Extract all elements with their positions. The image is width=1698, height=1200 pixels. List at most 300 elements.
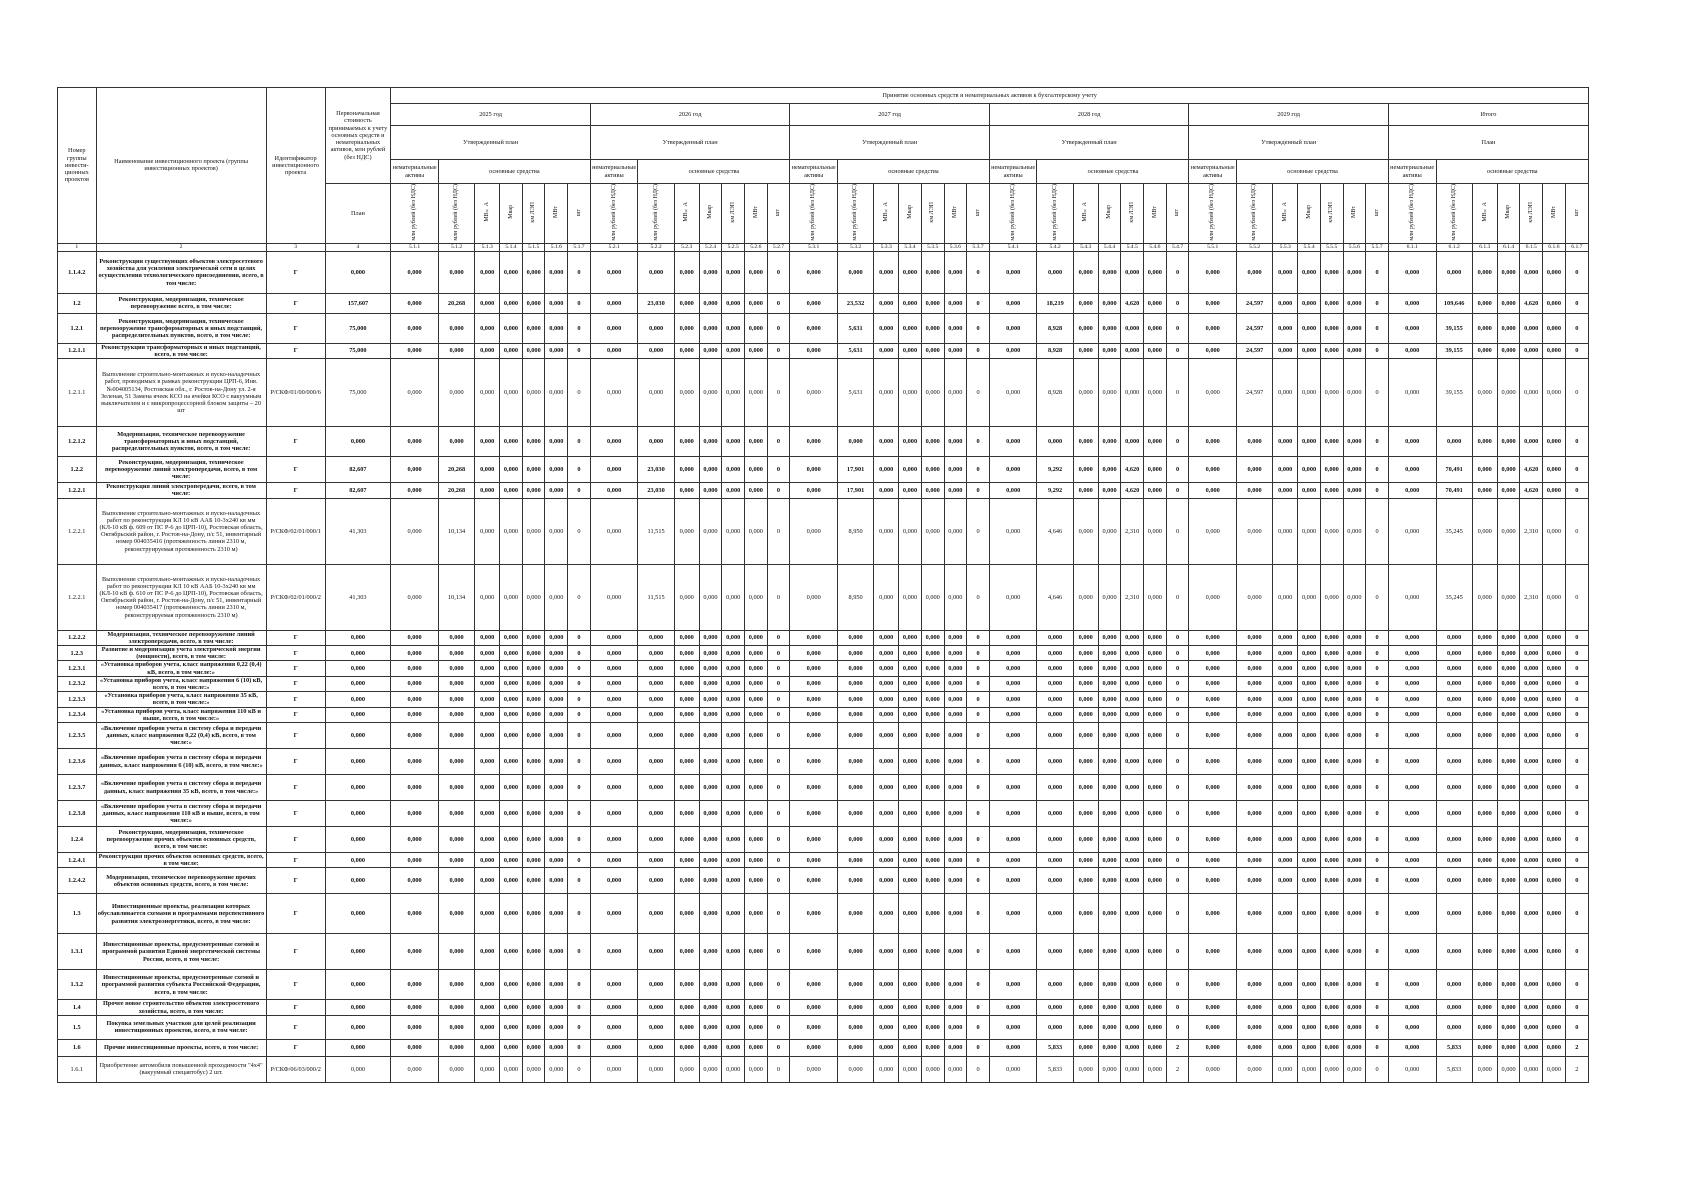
row-value-cell: 0,000 bbox=[391, 853, 439, 868]
row-value-cell: 0,000 bbox=[500, 251, 523, 293]
row-value-cell: 0,000 bbox=[1472, 427, 1497, 457]
row-value-cell: 0,000 bbox=[1037, 970, 1073, 1000]
row-value-cell: 0,000 bbox=[1520, 749, 1543, 775]
row-value-cell: 0,000 bbox=[790, 801, 838, 827]
row-value-cell: 0,000 bbox=[1543, 934, 1566, 970]
row-value-cell: 0,000 bbox=[545, 457, 568, 483]
row-project-id: Г bbox=[266, 483, 325, 498]
row-value-cell: 0,000 bbox=[1472, 1056, 1497, 1082]
row-value-cell: 0,000 bbox=[1121, 970, 1144, 1000]
row-project-name: Прочее новое строительство объектов электросетевого хозяйства, всего, в том числе: bbox=[96, 1000, 266, 1015]
row-value-cell: 0,000 bbox=[699, 801, 722, 827]
row-value-cell: 0,000 bbox=[1121, 630, 1144, 645]
row-value-cell: 0,000 bbox=[590, 498, 638, 564]
row-value-cell: 0,000 bbox=[1236, 1015, 1272, 1039]
row-value-cell: 0 bbox=[1565, 827, 1588, 853]
header-fixed-assets: основные средства bbox=[638, 160, 790, 184]
row-value-cell: 0,000 bbox=[1144, 630, 1167, 645]
row-value-cell: 0,000 bbox=[1388, 343, 1436, 358]
row-value-cell: 0,000 bbox=[1098, 723, 1121, 749]
table-row bbox=[58, 646, 1589, 661]
row-value-cell: 0,000 bbox=[1121, 827, 1144, 853]
row-value-cell: 0,000 bbox=[674, 293, 699, 313]
row-value-cell: 0,000 bbox=[989, 293, 1037, 313]
row-value-cell: 0,000 bbox=[545, 676, 568, 691]
row-value-cell: 9,292 bbox=[1037, 483, 1073, 498]
table-row bbox=[58, 1000, 1589, 1015]
row-value-cell: 0,000 bbox=[790, 630, 838, 645]
row-value-cell: 0,000 bbox=[391, 661, 439, 676]
row-value-cell: 0,000 bbox=[1037, 646, 1073, 661]
row-value-cell: 0,000 bbox=[545, 894, 568, 934]
row-value-cell: 0,000 bbox=[1121, 1039, 1144, 1056]
row-project-id: Г bbox=[266, 313, 325, 343]
row-value-cell: 0,000 bbox=[1472, 775, 1497, 801]
row-value-cell: 0,000 bbox=[899, 564, 922, 630]
row-value-cell: 4,620 bbox=[1520, 457, 1543, 483]
column-index: 6.1.1 bbox=[1388, 243, 1436, 251]
column-index: 2 bbox=[96, 243, 266, 251]
row-value-cell: 0,000 bbox=[1098, 293, 1121, 313]
table-row bbox=[58, 853, 1589, 868]
row-value-cell: 0,000 bbox=[1543, 293, 1566, 313]
row-value-cell: 2 bbox=[1565, 1039, 1588, 1056]
row-value-cell: 0 bbox=[1565, 868, 1588, 894]
row-value-cell: 0,000 bbox=[1388, 483, 1436, 498]
row-value-cell: 0 bbox=[1166, 801, 1189, 827]
column-index: 5.4.1 bbox=[989, 243, 1037, 251]
column-index: 5.2.1 bbox=[590, 243, 638, 251]
row-value-cell: 0,000 bbox=[674, 692, 699, 707]
row-project-name: Развитие и модернизация учета электрической энергии (мощности), всего, в том числе: bbox=[96, 646, 266, 661]
header-subcolumn-label: млн рублей (без НДС) bbox=[1408, 184, 1415, 241]
row-value-cell: 0,000 bbox=[1037, 827, 1073, 853]
row-value-cell: 0 bbox=[1565, 427, 1588, 457]
row-value-cell: 0,000 bbox=[500, 1056, 523, 1082]
row-group-number: 1.2.3.8 bbox=[58, 801, 97, 827]
row-value-cell: 0,000 bbox=[1144, 707, 1167, 722]
row-group-number: 1.2.3.7 bbox=[58, 775, 97, 801]
row-value-cell: 0,000 bbox=[921, 707, 944, 722]
row-value-cell: 0,000 bbox=[1543, 251, 1566, 293]
row-value-cell: 0,000 bbox=[790, 251, 838, 293]
header-fixed-assets: основные средства bbox=[438, 160, 590, 184]
row-value-cell: 0,000 bbox=[899, 749, 922, 775]
row-value-cell: 5,833 bbox=[1037, 1056, 1073, 1082]
row-value-cell: 0 bbox=[1366, 894, 1389, 934]
row-value-cell: 0,000 bbox=[522, 630, 545, 645]
row-value-cell: 0,000 bbox=[1073, 868, 1098, 894]
row-project-id: Г bbox=[266, 868, 325, 894]
header-subcolumn-label: км ЛЭП bbox=[530, 202, 537, 223]
row-value-cell: 0,000 bbox=[1121, 749, 1144, 775]
row-value-cell: 0 bbox=[1366, 427, 1389, 457]
row-value-cell: 0,000 bbox=[989, 1015, 1037, 1039]
row-value-cell: 0 bbox=[1565, 749, 1588, 775]
row-value-cell: 0,000 bbox=[1236, 661, 1272, 676]
row-value-cell: 0,000 bbox=[1497, 251, 1520, 293]
row-value-cell: 0 bbox=[1366, 498, 1389, 564]
row-value-cell: 0,000 bbox=[1543, 827, 1566, 853]
row-value-cell: 0,000 bbox=[475, 483, 500, 498]
row-value-cell: 0,000 bbox=[391, 251, 439, 293]
row-value-cell: 0,000 bbox=[745, 827, 768, 853]
row-value-cell: 0,000 bbox=[1236, 827, 1272, 853]
row-value-cell: 0,000 bbox=[638, 343, 674, 358]
row-value-cell: 0,000 bbox=[1497, 775, 1520, 801]
row-value-cell: 0,000 bbox=[722, 970, 745, 1000]
row-value-cell: 4,620 bbox=[1121, 293, 1144, 313]
row-value-cell: 0,000 bbox=[1497, 313, 1520, 343]
row-project-name: Реконструкция, модернизация, техническое перевооружение всего, в том числе: bbox=[96, 293, 266, 313]
row-value-cell: 0,000 bbox=[1273, 707, 1298, 722]
row-value-cell: 0,000 bbox=[1520, 868, 1543, 894]
row-value-cell: 0,000 bbox=[921, 498, 944, 564]
row-value-cell: 0,000 bbox=[1144, 251, 1167, 293]
row-value-cell: 0,000 bbox=[1388, 313, 1436, 343]
row-value-cell: 0,000 bbox=[1543, 359, 1566, 427]
row-value-cell: 0,000 bbox=[475, 827, 500, 853]
header-subcolumn bbox=[1520, 184, 1543, 244]
row-value-cell: 0,000 bbox=[500, 564, 523, 630]
row-value-cell: 0,000 bbox=[638, 827, 674, 853]
header-subcolumn-label: Мвар bbox=[1505, 205, 1512, 220]
row-value-cell: 0,000 bbox=[522, 251, 545, 293]
row-value-cell: 0,000 bbox=[944, 801, 967, 827]
row-value-cell: 0,000 bbox=[438, 801, 474, 827]
row-value-cell: 0,000 bbox=[438, 313, 474, 343]
row-value-cell: 0,000 bbox=[874, 661, 899, 676]
row-project-id: Г bbox=[266, 457, 325, 483]
row-value-cell: 0,000 bbox=[1472, 630, 1497, 645]
row-value-cell: 0,000 bbox=[1298, 676, 1321, 691]
row-value-cell: 0,000 bbox=[1520, 723, 1543, 749]
header-subcolumn-label: млн рублей (без НДС) bbox=[652, 184, 659, 241]
table-row bbox=[58, 723, 1589, 749]
row-value-cell: 0,000 bbox=[1098, 775, 1121, 801]
header-subcolumn-label: шт bbox=[1373, 208, 1380, 216]
row-value-cell: 0,000 bbox=[1298, 359, 1321, 427]
row-value-cell: 0,000 bbox=[1343, 894, 1366, 934]
row-value-cell: 0,000 bbox=[1343, 564, 1366, 630]
row-project-name: Реконструкция, модернизация, техническое перевооружение трансформаторных и иных подстанций, распределительных пунктов, всего, в том числе: bbox=[96, 313, 266, 343]
row-value-cell: 0,000 bbox=[722, 251, 745, 293]
row-value-cell: 0,000 bbox=[790, 498, 838, 564]
row-value-cell: 0,000 bbox=[1497, 498, 1520, 564]
row-value-cell: 0,000 bbox=[944, 661, 967, 676]
row-plan-cost: 0,000 bbox=[325, 676, 391, 691]
row-value-cell: 0,000 bbox=[699, 359, 722, 427]
row-value-cell: 0,000 bbox=[1320, 251, 1343, 293]
row-value-cell: 0,000 bbox=[837, 868, 873, 894]
row-value-cell: 0,000 bbox=[1189, 1056, 1237, 1082]
row-value-cell: 0,000 bbox=[1520, 661, 1543, 676]
row-value-cell: 0,000 bbox=[1436, 646, 1472, 661]
column-index: 1 bbox=[58, 243, 97, 251]
row-value-cell: 0,000 bbox=[674, 894, 699, 934]
row-value-cell: 0 bbox=[1166, 343, 1189, 358]
table-row bbox=[58, 894, 1589, 934]
row-value-cell: 0,000 bbox=[1320, 1039, 1343, 1056]
header-subcolumn bbox=[899, 184, 922, 244]
row-plan-cost: 0,000 bbox=[325, 251, 391, 293]
row-project-name: Модернизация, техническое перевооружение линий электропередачи, всего, в том числе: bbox=[96, 630, 266, 645]
row-value-cell: 0,000 bbox=[837, 630, 873, 645]
row-value-cell: 0,000 bbox=[1298, 343, 1321, 358]
row-value-cell: 0 bbox=[967, 251, 990, 293]
row-value-cell: 0,000 bbox=[522, 661, 545, 676]
row-value-cell: 0,000 bbox=[1388, 692, 1436, 707]
row-value-cell: 24,597 bbox=[1236, 359, 1272, 427]
row-value-cell: 0,000 bbox=[1520, 1015, 1543, 1039]
header-subcolumn-label: МВ×А bbox=[1481, 202, 1488, 223]
row-value-cell: 0,000 bbox=[1273, 1056, 1298, 1082]
row-value-cell: 0,000 bbox=[899, 661, 922, 676]
row-value-cell: 0,000 bbox=[545, 313, 568, 343]
row-value-cell: 4,646 bbox=[1037, 564, 1073, 630]
row-value-cell: 0,000 bbox=[989, 853, 1037, 868]
row-value-cell: 0,000 bbox=[1543, 1000, 1566, 1015]
column-index: 5.1.3 bbox=[475, 243, 500, 251]
row-value-cell: 0,000 bbox=[1343, 661, 1366, 676]
row-value-cell: 0,000 bbox=[1320, 313, 1343, 343]
row-value-cell: 0,000 bbox=[674, 1039, 699, 1056]
row-value-cell: 0,000 bbox=[1273, 934, 1298, 970]
row-value-cell: 0,000 bbox=[722, 293, 745, 313]
row-value-cell: 0,000 bbox=[1037, 1015, 1073, 1039]
row-value-cell: 0,000 bbox=[475, 934, 500, 970]
row-value-cell: 0,000 bbox=[1520, 775, 1543, 801]
row-value-cell: 0 bbox=[1366, 1000, 1389, 1015]
row-value-cell: 0,000 bbox=[989, 827, 1037, 853]
header-subcolumn bbox=[1236, 184, 1272, 244]
row-value-cell: 0,000 bbox=[837, 827, 873, 853]
row-value-cell: 0,000 bbox=[944, 343, 967, 358]
row-value-cell: 0,000 bbox=[638, 723, 674, 749]
row-plan-cost: 75,000 bbox=[325, 343, 391, 358]
row-value-cell: 0,000 bbox=[1472, 343, 1497, 358]
row-value-cell: 0,000 bbox=[1037, 853, 1073, 868]
header-subcolumn-label: МВ×А bbox=[483, 202, 490, 223]
row-value-cell: 0,000 bbox=[944, 1039, 967, 1056]
row-project-name: «Установка приборов учета, класс напряжения 6 (10) кВ, всего, в том числе:» bbox=[96, 676, 266, 691]
row-value-cell: 0 bbox=[1166, 970, 1189, 1000]
row-value-cell: 0,000 bbox=[1121, 313, 1144, 343]
row-value-cell: 0,000 bbox=[522, 313, 545, 343]
column-index: 3 bbox=[266, 243, 325, 251]
row-value-cell: 0,000 bbox=[790, 749, 838, 775]
row-value-cell: 0,000 bbox=[921, 801, 944, 827]
row-value-cell: 0 bbox=[1565, 483, 1588, 498]
row-value-cell: 0,000 bbox=[1472, 827, 1497, 853]
row-value-cell: 0,000 bbox=[590, 692, 638, 707]
row-value-cell: 0,000 bbox=[1388, 498, 1436, 564]
row-value-cell: 0,000 bbox=[475, 868, 500, 894]
row-value-cell: 0,000 bbox=[1121, 775, 1144, 801]
row-value-cell: 0 bbox=[767, 801, 790, 827]
row-value-cell: 0,000 bbox=[1073, 676, 1098, 691]
row-value-cell: 0,000 bbox=[475, 749, 500, 775]
row-value-cell: 70,491 bbox=[1436, 457, 1472, 483]
row-value-cell: 0,000 bbox=[1037, 1000, 1073, 1015]
row-value-cell: 0 bbox=[568, 498, 591, 564]
row-value-cell: 0,000 bbox=[699, 483, 722, 498]
row-value-cell: 0,000 bbox=[1073, 894, 1098, 934]
row-value-cell: 0 bbox=[967, 646, 990, 661]
row-value-cell: 0,000 bbox=[722, 692, 745, 707]
row-value-cell: 0,000 bbox=[1343, 427, 1366, 457]
header-subcolumn bbox=[1073, 184, 1098, 244]
row-value-cell: 0,000 bbox=[1497, 707, 1520, 722]
row-value-cell: 0,000 bbox=[1436, 1015, 1472, 1039]
row-value-cell: 0,000 bbox=[899, 343, 922, 358]
header-subcolumn-label: млн рублей (без НДС) bbox=[1009, 184, 1016, 241]
row-value-cell: 0,000 bbox=[522, 343, 545, 358]
row-value-cell: 0,000 bbox=[790, 827, 838, 853]
column-index: 5.4.2 bbox=[1037, 243, 1073, 251]
header-subcolumn bbox=[1320, 184, 1343, 244]
row-value-cell: 0 bbox=[568, 723, 591, 749]
row-value-cell: 0,000 bbox=[837, 723, 873, 749]
row-value-cell: 0,000 bbox=[1144, 359, 1167, 427]
row-value-cell: 0 bbox=[1565, 293, 1588, 313]
row-project-id: Г bbox=[266, 251, 325, 293]
row-value-cell: 0,000 bbox=[745, 427, 768, 457]
row-value-cell: 10,134 bbox=[438, 564, 474, 630]
row-value-cell: 0 bbox=[767, 483, 790, 498]
row-value-cell: 0,000 bbox=[874, 251, 899, 293]
row-value-cell: 0,000 bbox=[1543, 676, 1566, 691]
row-value-cell: 0,000 bbox=[674, 707, 699, 722]
row-value-cell: 0,000 bbox=[790, 707, 838, 722]
header-subcolumn-label: млн рублей (без НДС) bbox=[810, 184, 817, 241]
row-value-cell: 0,000 bbox=[1098, 661, 1121, 676]
row-value-cell: 0 bbox=[568, 692, 591, 707]
row-plan-cost: 0,000 bbox=[325, 970, 391, 1000]
header-subcolumn-label: млн рублей (без НДС) bbox=[610, 184, 617, 241]
row-value-cell: 0 bbox=[1565, 894, 1588, 934]
row-value-cell: 0,000 bbox=[545, 1000, 568, 1015]
row-value-cell: 0 bbox=[967, 313, 990, 343]
row-value-cell: 23,030 bbox=[638, 457, 674, 483]
column-index: 6.1.5 bbox=[1520, 243, 1543, 251]
row-value-cell: 0,000 bbox=[1343, 707, 1366, 722]
row-value-cell: 24,597 bbox=[1236, 293, 1272, 313]
row-value-cell: 0,000 bbox=[1144, 427, 1167, 457]
row-value-cell: 0,000 bbox=[1436, 775, 1472, 801]
row-value-cell: 0,000 bbox=[874, 868, 899, 894]
row-project-name: Приобретение автомобиля повышенной проходимости "4х4" (вакуумный спецавтобус) 2 шт. bbox=[96, 1056, 266, 1082]
row-value-cell: 0,000 bbox=[790, 853, 838, 868]
header-subcolumn bbox=[1472, 184, 1497, 244]
row-value-cell: 0,000 bbox=[1098, 801, 1121, 827]
row-value-cell: 0,000 bbox=[522, 894, 545, 934]
row-group-number: 1.3.1 bbox=[58, 934, 97, 970]
row-value-cell: 0,000 bbox=[391, 564, 439, 630]
table-row bbox=[58, 827, 1589, 853]
row-value-cell: 0,000 bbox=[475, 661, 500, 676]
row-value-cell: 0,000 bbox=[1388, 1000, 1436, 1015]
row-value-cell: 0 bbox=[967, 707, 990, 722]
row-value-cell: 0 bbox=[967, 723, 990, 749]
row-value-cell: 0,000 bbox=[1189, 827, 1237, 853]
row-value-cell: 0,000 bbox=[1121, 676, 1144, 691]
row-value-cell: 0,000 bbox=[391, 483, 439, 498]
row-value-cell: 0,000 bbox=[944, 749, 967, 775]
table-row bbox=[58, 483, 1589, 498]
row-value-cell: 0,000 bbox=[1497, 293, 1520, 313]
row-value-cell: 0,000 bbox=[590, 313, 638, 343]
row-value-cell: 0 bbox=[1166, 775, 1189, 801]
row-value-cell: 24,597 bbox=[1236, 343, 1272, 358]
row-value-cell: 0 bbox=[1366, 251, 1389, 293]
row-value-cell: 0,000 bbox=[1388, 970, 1436, 1000]
header-plan: План bbox=[325, 184, 391, 244]
row-value-cell: 0,000 bbox=[790, 868, 838, 894]
row-value-cell: 0,000 bbox=[921, 692, 944, 707]
column-index: 5.3.5 bbox=[921, 243, 944, 251]
row-value-cell: 0,000 bbox=[674, 251, 699, 293]
row-value-cell: 0,000 bbox=[899, 1056, 922, 1082]
row-value-cell: 0,000 bbox=[500, 801, 523, 827]
row-project-id: Г bbox=[266, 1039, 325, 1056]
row-value-cell: 0,000 bbox=[1472, 934, 1497, 970]
row-value-cell: 0 bbox=[767, 251, 790, 293]
row-value-cell: 0,000 bbox=[1520, 1039, 1543, 1056]
row-value-cell: 0,000 bbox=[638, 676, 674, 691]
row-value-cell: 0,000 bbox=[1189, 359, 1237, 427]
row-group-number: 1.2.4 bbox=[58, 827, 97, 853]
row-value-cell: 0,000 bbox=[1436, 723, 1472, 749]
row-value-cell: 0,000 bbox=[522, 1039, 545, 1056]
row-value-cell: 0,000 bbox=[638, 359, 674, 427]
row-value-cell: 0,000 bbox=[790, 661, 838, 676]
row-value-cell: 0 bbox=[1366, 868, 1389, 894]
row-value-cell: 0,000 bbox=[1320, 646, 1343, 661]
row-value-cell: 0,000 bbox=[1121, 934, 1144, 970]
row-value-cell: 0 bbox=[1366, 646, 1389, 661]
header-subcolumn-label: Мвар bbox=[1106, 205, 1113, 220]
row-value-cell: 0,000 bbox=[1273, 293, 1298, 313]
row-plan-cost: 0,000 bbox=[325, 894, 391, 934]
header-subcolumn bbox=[767, 184, 790, 244]
row-value-cell: 0,000 bbox=[1121, 692, 1144, 707]
row-value-cell: 0,000 bbox=[1121, 723, 1144, 749]
row-value-cell: 0,000 bbox=[1144, 801, 1167, 827]
table-row bbox=[58, 457, 1589, 483]
row-value-cell: 0,000 bbox=[745, 1015, 768, 1039]
row-value-cell: 0,000 bbox=[1343, 1039, 1366, 1056]
column-index: 5.1.1 bbox=[391, 243, 439, 251]
row-value-cell: 39,155 bbox=[1436, 343, 1472, 358]
row-value-cell: 0,000 bbox=[921, 723, 944, 749]
row-value-cell: 0,000 bbox=[989, 457, 1037, 483]
row-group-number: 1.2.2.1 bbox=[58, 498, 97, 564]
row-plan-cost: 0,000 bbox=[325, 427, 391, 457]
row-value-cell: 0,000 bbox=[1543, 970, 1566, 1000]
row-value-cell: 0,000 bbox=[874, 427, 899, 457]
row-value-cell: 0,000 bbox=[790, 646, 838, 661]
row-value-cell: 0,000 bbox=[837, 427, 873, 457]
row-value-cell: 20,268 bbox=[438, 457, 474, 483]
row-value-cell: 0,000 bbox=[1543, 1056, 1566, 1082]
row-value-cell: 0,000 bbox=[1073, 1056, 1098, 1082]
row-value-cell: 0,000 bbox=[475, 251, 500, 293]
row-group-number: 1.2.2 bbox=[58, 457, 97, 483]
row-value-cell: 0,000 bbox=[745, 498, 768, 564]
row-value-cell: 0,000 bbox=[1497, 853, 1520, 868]
row-value-cell: 0,000 bbox=[722, 676, 745, 691]
